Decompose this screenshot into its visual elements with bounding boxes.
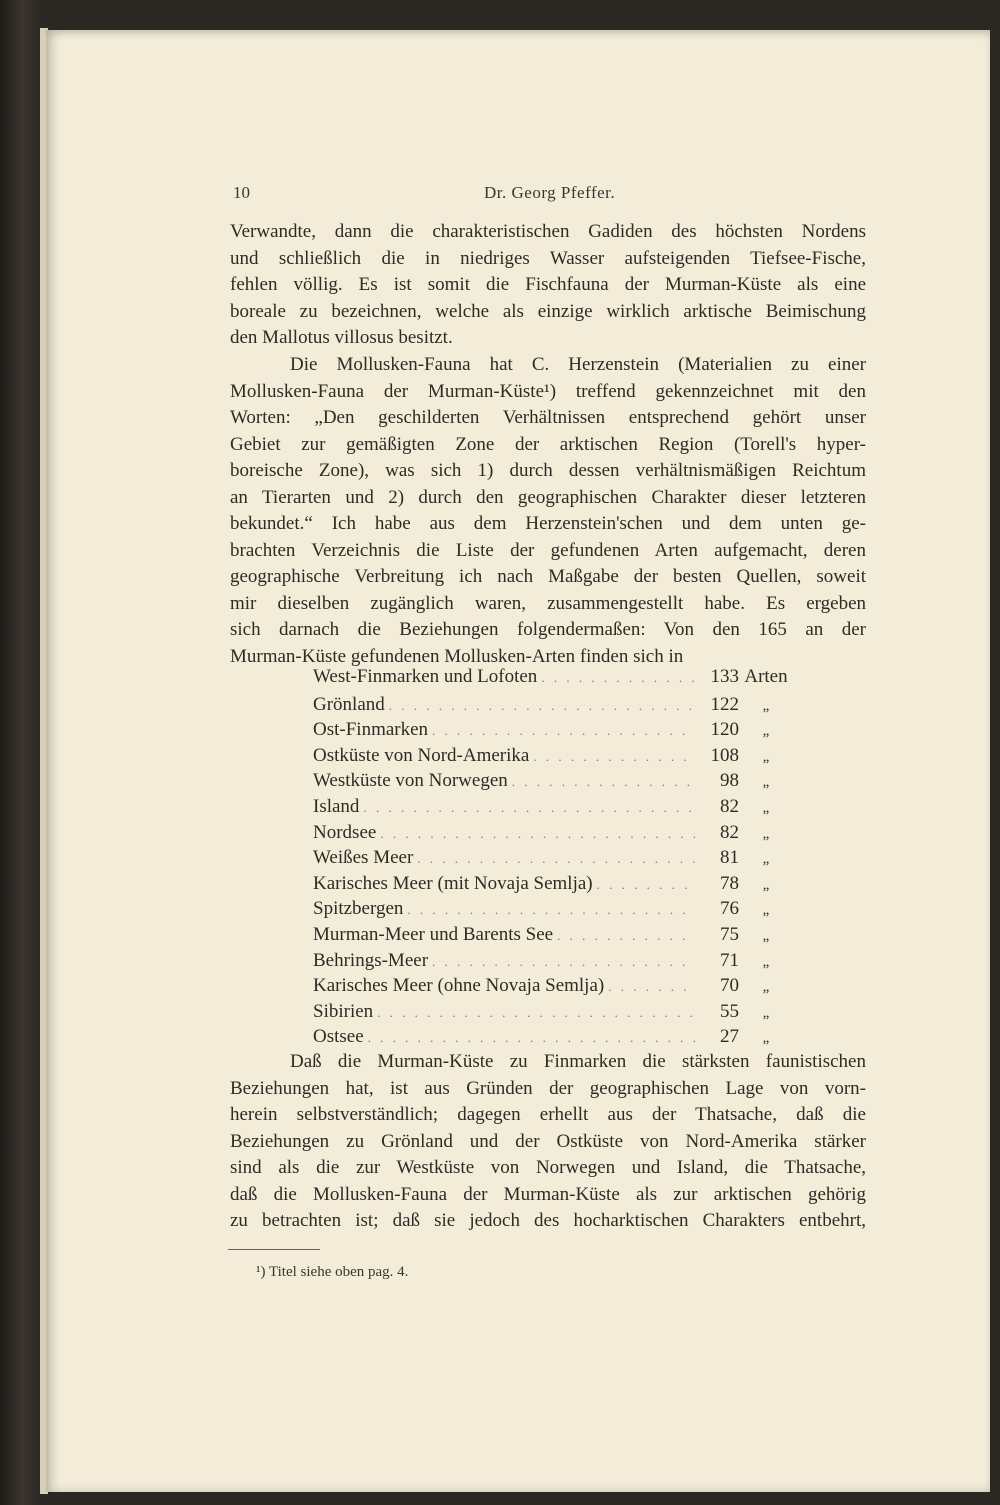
species-count: 55 <box>720 1000 739 1022</box>
ditto-mark: „ <box>762 902 770 919</box>
running-head: Dr. Georg Pfeffer. <box>484 183 616 202</box>
dot-leader <box>533 749 695 765</box>
text-line: sind als die zur Westküste von Norwegen und Island, die Thatsache, <box>230 1157 866 1178</box>
species-row <box>313 973 793 999</box>
species-count: 108 <box>710 744 739 766</box>
paragraph-conclusion <box>230 1049 866 1235</box>
dot-leader <box>377 1005 695 1021</box>
region-name: Ost-Finmarken <box>313 719 429 741</box>
dot-leader <box>557 928 695 944</box>
dot-leader <box>608 979 695 995</box>
ditto-mark: „ <box>762 927 770 944</box>
species-count: 122 <box>710 693 739 715</box>
species-count: 71 <box>720 949 739 971</box>
paragraph-mollusc-fauna <box>230 352 866 670</box>
page-header <box>0 183 1000 207</box>
region-name: Weißes Meer <box>313 847 414 869</box>
species-row <box>313 871 793 897</box>
species-row <box>313 768 793 794</box>
text-line: mir dieselben zugänglich waren, zusammengestellt habe. Es ergeben <box>230 592 866 614</box>
text-line: daß die Mollusken-Fauna der Murman-Küste als zur arktischen gehörig <box>230 1183 866 1205</box>
species-count: 78 <box>720 872 739 894</box>
text-line: und schließlich die in niedriges Wasser aufsteigenden Tiefsee-Fische, <box>230 247 866 269</box>
species-row <box>313 820 793 846</box>
dot-leader <box>432 954 695 970</box>
text-line: den Mallotus villosus besitzt. <box>230 327 453 348</box>
species-count: 133 <box>710 666 739 687</box>
footnote-text: Titel siehe oben pag. 4. <box>268 1264 409 1280</box>
species-row <box>313 999 793 1025</box>
footnote-rule <box>228 1249 320 1250</box>
ditto-mark: „ <box>762 1004 770 1021</box>
dot-leader <box>512 774 695 790</box>
species-count: 81 <box>720 847 739 869</box>
text-line: sich darnach die Beziehungen folgendermaßen: Von den 165 an der <box>230 619 866 640</box>
footnote-marker: ¹) <box>256 1264 266 1280</box>
dot-leader <box>432 723 695 739</box>
ditto-mark: „ <box>762 799 770 816</box>
species-count: 82 <box>720 795 739 817</box>
page-number: 10 <box>233 183 250 202</box>
species-row <box>313 948 793 974</box>
region-name: Spitzbergen <box>313 898 404 920</box>
ditto-mark: „ <box>762 748 770 765</box>
ditto-mark: „ <box>762 697 770 714</box>
species-count: 98 <box>720 770 739 792</box>
text-line: herein selbstverständlich; dagegen erhellt aus der Thatsache, daß die <box>230 1104 866 1125</box>
species-count: 76 <box>720 898 739 920</box>
species-count: 75 <box>720 923 739 945</box>
text-line: Gebiet zur gemäßigten Zone der arktischen Region (Torell's hyper- <box>230 433 866 455</box>
text-line: Mollusken-Fauna der Murman-Küste¹) treffend gekennzeichnet mit den <box>230 380 866 402</box>
text-line: fehlen völlig. Es ist somit die Fischfauna der Murman-Küste als eine <box>230 274 866 295</box>
footnote <box>256 1264 408 1281</box>
dot-leader <box>380 826 695 842</box>
ditto-mark: „ <box>762 1030 770 1047</box>
species-row <box>313 1024 793 1050</box>
dot-leader <box>407 902 695 918</box>
text-line: Beziehungen zu Grönland und der Ostküste von Nord-Amerika stärker <box>230 1130 866 1152</box>
dot-leader <box>541 670 695 686</box>
species-row <box>313 922 793 948</box>
ditto-mark: „ <box>762 774 770 791</box>
text-line: zu betrachten ist; daß sie jedoch des hocharktischen Charakters entbehrt, <box>230 1210 866 1231</box>
text-line: Worten: „Den geschilderten Verhältnissen entsprechend gehört unser <box>230 407 866 428</box>
dot-leader <box>368 1030 695 1046</box>
dot-leader <box>363 800 695 816</box>
text-line: Daß die Murman-Küste zu Finmarken die stärksten faunistischen <box>290 1051 866 1072</box>
species-count: 70 <box>720 975 739 997</box>
ditto-mark: „ <box>762 979 770 996</box>
unit-label: Arten <box>744 666 788 687</box>
region-name: Karisches Meer (mit Novaja Semlja) <box>313 872 593 894</box>
region-name: Sibirien <box>313 1000 374 1022</box>
region-name: Nordsee <box>313 821 377 843</box>
text-line: brachten Verzeichnis die Liste der gefundenen Arten aufgemacht, deren <box>230 539 866 561</box>
ditto-mark: „ <box>762 723 770 740</box>
species-row <box>313 666 793 692</box>
ditto-mark: „ <box>762 876 770 893</box>
text-line: boreale zu bezeichnen, welche als einzige wirklich arktische Beimischung <box>230 300 866 322</box>
region-name: Island <box>313 795 360 817</box>
dot-leader <box>417 851 695 867</box>
region-name: Ostsee <box>313 1026 364 1048</box>
text-line: Die Mollusken-Fauna hat C. Herzenstein (Materialien zu einer <box>290 354 866 375</box>
region-name: Murman-Meer und Barents See <box>313 923 554 945</box>
text-line: Murman-Küste gefundenen Mollusken-Arten finden sich in <box>230 645 684 667</box>
region-name: Grönland <box>313 693 385 715</box>
region-name: West-Finmarken und Lofoten <box>313 666 538 687</box>
species-row <box>313 896 793 922</box>
text-line: bekundet.“ Ich habe aus dem Herzenstein'schen und dem unten ge- <box>230 513 866 534</box>
dot-leader <box>389 698 695 714</box>
region-name: Behrings-Meer <box>313 949 429 971</box>
species-count: 27 <box>720 1026 739 1048</box>
ditto-mark: „ <box>762 825 770 842</box>
species-count: 120 <box>710 719 739 741</box>
region-name: Karisches Meer (ohne Novaja Semlja) <box>313 975 605 997</box>
text-line: an Tierarten und 2) durch den geographischen Charakter dieser letzteren <box>230 486 866 508</box>
paragraph-fish-fauna <box>230 219 866 352</box>
species-row <box>313 845 793 871</box>
species-count: 82 <box>720 821 739 843</box>
species-row <box>313 692 793 718</box>
text-line: boreische Zone), was sich 1) durch dessen verhältnismäßigen Reichtum <box>230 460 866 481</box>
species-distribution-list <box>313 666 793 1050</box>
dot-leader <box>597 877 695 893</box>
text-line: geographische Verbreitung ich nach Maßgabe der besten Quellen, soweit <box>230 566 866 587</box>
ditto-mark: „ <box>762 953 770 970</box>
species-row <box>313 794 793 820</box>
ditto-mark: „ <box>762 851 770 868</box>
text-line: Verwandte, dann die charakteristischen Gadiden des höchsten Nordens <box>230 221 866 242</box>
region-name: Westküste von Norwegen <box>313 770 508 792</box>
region-name: Ostküste von Nord-Amerika <box>313 744 530 766</box>
text-line: Beziehungen hat, ist aus Gründen der geographischen Lage von vorn- <box>230 1077 866 1099</box>
species-row <box>313 743 793 769</box>
species-row <box>313 717 793 743</box>
